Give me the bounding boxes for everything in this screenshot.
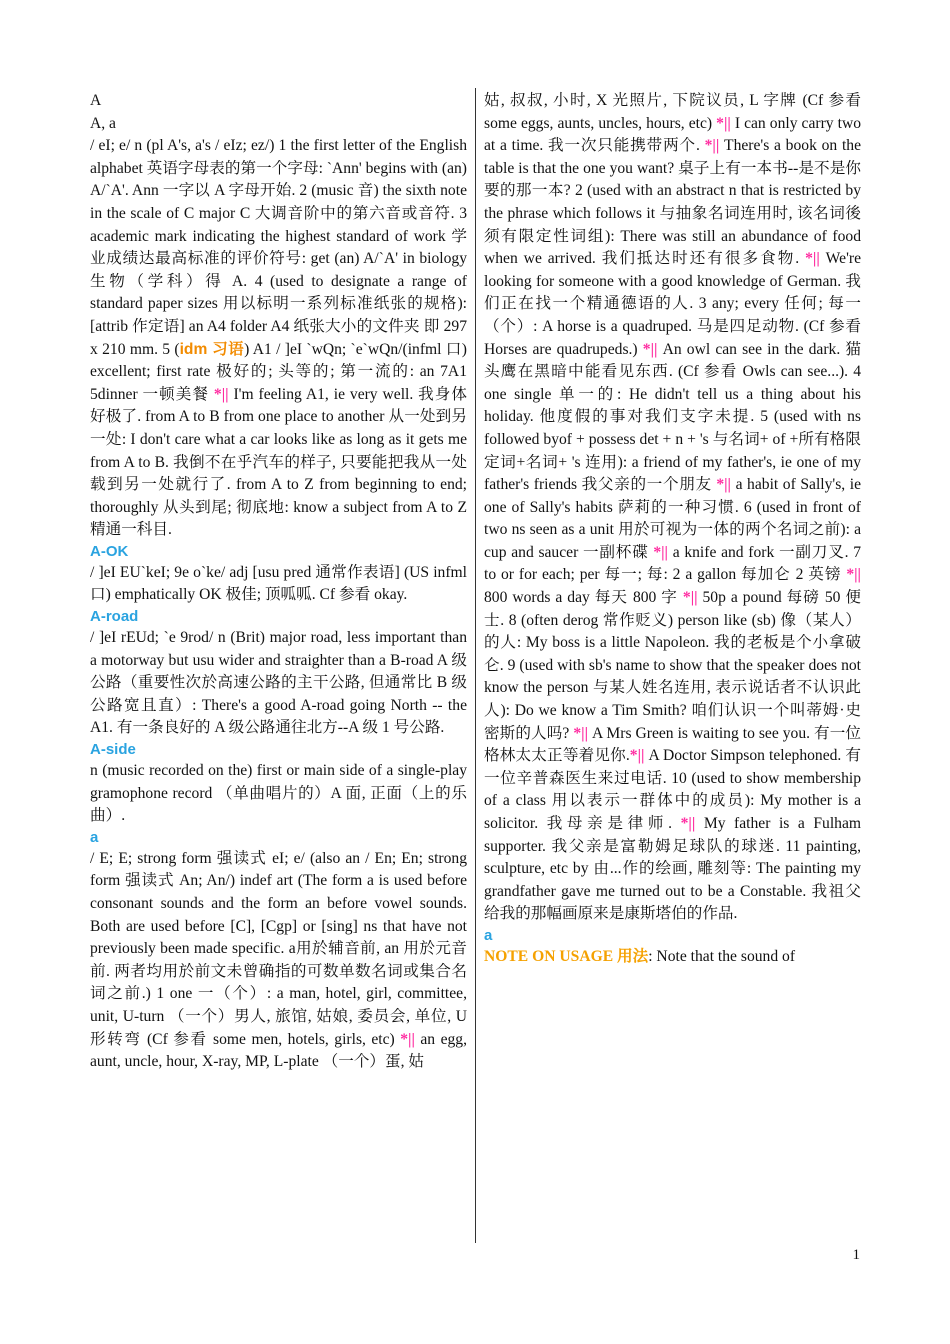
headword-a-road: A-road <box>90 608 139 626</box>
separator-mark: *|| <box>629 747 645 765</box>
left-column <box>90 90 467 1074</box>
separator-mark: *|| <box>805 250 820 268</box>
column-divider <box>475 88 476 1243</box>
head-pair: A, a <box>90 114 116 132</box>
entry-a-ok: / ]eI EU`keI; 9e o`ke/ adj [usu pred 通常作表语] (US infml 口) emphatically OK 极佳; 顶呱呱. Cf 参看 okay. <box>90 563 467 604</box>
separator-mark: *|| <box>846 566 861 584</box>
page-number: 1 <box>852 1247 860 1263</box>
entry-a-article: / E; E; strong form 强读式 eI; e/ (also an / En; En; strong form 强读式 An; An/) indef art (The form a is used before consonant sounds and the form an before vowel sounds. Both are used before [C], [Cgp] or [sing] ns that have not previously been made specific. a用於辅音前, an 用於元音前. 两者均用於前文未曾确指的可数单数名词或集合名词之前.) 1 one 一（个）: a man, hotel, girl, committee, unit, U-turn （一个）男人, 旅馆, 姑娘, 委员会, 单位, U 形转弯 (Cf 参看 some men, hotels, girls, etc) *|| an egg, aunt, uncle, hour, X-ray, MP, L-plate （一个）蛋, 姑 <box>90 849 467 1071</box>
separator-mark: *|| <box>704 137 720 155</box>
entry-a-road: / ]eI rEUd; `e 9rod/ n (Brit) major road, less important than a motorway but usu wider and straighter than a B-road A 级公路（重要性次於高速公路的主干公路, 但通常比 B 级公路宽且直）: There's a good A-road going North -- the A1. 有一条良好的 A 级公路通往北方--A 级 1 号公路. <box>90 629 467 737</box>
headword-a-ok: A-OK <box>90 542 129 560</box>
headword-a-side: A-side <box>90 741 136 759</box>
usage-note-label: NOTE ON USAGE 用法 <box>484 947 649 965</box>
headword-a-usage: a <box>484 926 493 944</box>
headword-a-article: a <box>90 828 99 846</box>
separator-mark: *|| <box>716 114 731 132</box>
separator-mark: *|| <box>682 589 698 607</box>
head-letter: A <box>90 92 102 109</box>
right-column <box>484 90 861 969</box>
separator-mark: *|| <box>642 340 658 358</box>
separator-mark: *|| <box>653 543 668 561</box>
separator-mark: *|| <box>716 476 731 494</box>
entry-a-article-cont: 姑, 叔叔, 小时, X 光照片, 下院议员, L 字牌 (Cf 参看 some eggs, aunts, uncles, hours, etc) *|| I can only carry two at a time. 我一次只能携带两个. *|| There's a book on the table is that the one you want? 桌子上有一本书--是不是你要的那一本? 2 (used with an abstract n that is restricted by the phrase which follows it 与抽象名词连用时, 该名词後须有限定性词组): There was still an abundance of food when we arrived. 我们抵达时还有很多食物. *|| We're looking for someone with a good knowledge of German. 我们正在找一个精通德语的人. 3 any; every 任何; 每一（个）: A horse is a quadruped. 马是四足动物. (Cf 参看 Horses are quadrupeds.) *|| An owl can see in the dark. 猫头鹰在黑暗中能看见东西. (Cf 参看 Owls can see...). 4 one single 单一的: He didn't tell us a thing about his holiday. 他度假的事对我们支字未提. 5 (used with ns followed byof + possess det + n + 's 与名词+ of +所有格限定词+名词+ 's 连用): a friend of my father's, ie one of my father's friends 我父亲的一个朋友 *|| a habit of Sally's, ie one of Sally's habits 萨莉的一种习惯. 6 (used in front of two ns seen as a unit 用於可视为一体的两个名词之前): a cup and saucer 一副杯碟 *|| a knife and fork 一副刀叉. 7 to or for each; per 每一; 每: 2 a gallon 每加仑 2 英镑 *|| 800 words a day 每天 800 字 *|| 50p a pound 每磅 50 便士. 8 (often derog 常作贬义) person like (sb) 像（某人）的人: My boss is a little Napoleon. 我的老板是个小拿破仑. 9 (used with sb's name to show that the speaker does not know the person 与某人姓名连用, 表示说话者不认识此人): Do we know a Tim Smith? 咱们认识一个叫蒂姆·史密斯的人吗? *|| A Mrs Green is waiting to see you. 有一位格林太太正等着见你.*|| A Doctor Simpson telephoned. 有一位辛普森医生来过电话. 10 (used to show membership of a class 用以表示一群体中的成员): My mother is a solicitor. 我母亲是律师. *|| My father is a Fulham supporter. 我父亲是富勒姆足球队的球迷. 11 painting, sculpture, etc by 由...作的绘画, 雕刻等: The painting my grandfather gave me turned out to be a Constable. 我祖父给我的那幅画原来是康斯塔伯的作品. <box>484 92 862 923</box>
separator-mark: *|| <box>213 385 229 403</box>
usage-note: NOTE ON USAGE 用法: Note that the sound of <box>484 947 796 965</box>
separator-mark: *|| <box>400 1030 415 1048</box>
separator-mark: *|| <box>680 815 696 832</box>
idiom-label: idm 习语 <box>179 340 245 358</box>
separator-mark: *|| <box>573 724 589 742</box>
entry-a-side: n (music recorded on the) first or main side of a single-play gramophone record （单曲唱片的）A 面, 正面（上的乐曲）. <box>90 762 467 825</box>
entry-a: / eI; e/ n (pl A's, a's / eIz; ez/) 1 the first letter of the English alphabet 英语字母表的第一个字母: `Ann' begins with (an) A/`A'. Ann 一字以 A 字母开始. 2 (music 音) the sixth note in the scale of C major C 大调音阶中的第六音或音符. 3 academic mark indicating the highest standard of work 学业成绩达最高标准的评价符号: get (an) A/`A' in biology 生物（学科）得 A. 4 (used to designate a range of standard paper sizes 用以标明一系列标准纸张的规格): [attrib 作定语] an A4 folder A4 纸张大小的文件夹 即 297 x 210 mm. 5 (idm 习语) A1 / ]eI `wQn; `e`wQn/(infml 口) excellent; first rate 极好的; 头等的; 第一流的: an 7A1 5dinner 一顿美餐 *|| I'm feeling A1, ie very well. 我身体好极了. from A to B from one place to another 从一处到另一处: I don't care what a car looks like as long as it gets me from A to B. 我倒不在乎汽车的样子, 只要能把我从一处载到另一处就行了. from A to Z from beginning to end; thoroughly 从头到尾; 彻底地: know a subject from A to Z 精通一科目. <box>90 137 467 539</box>
